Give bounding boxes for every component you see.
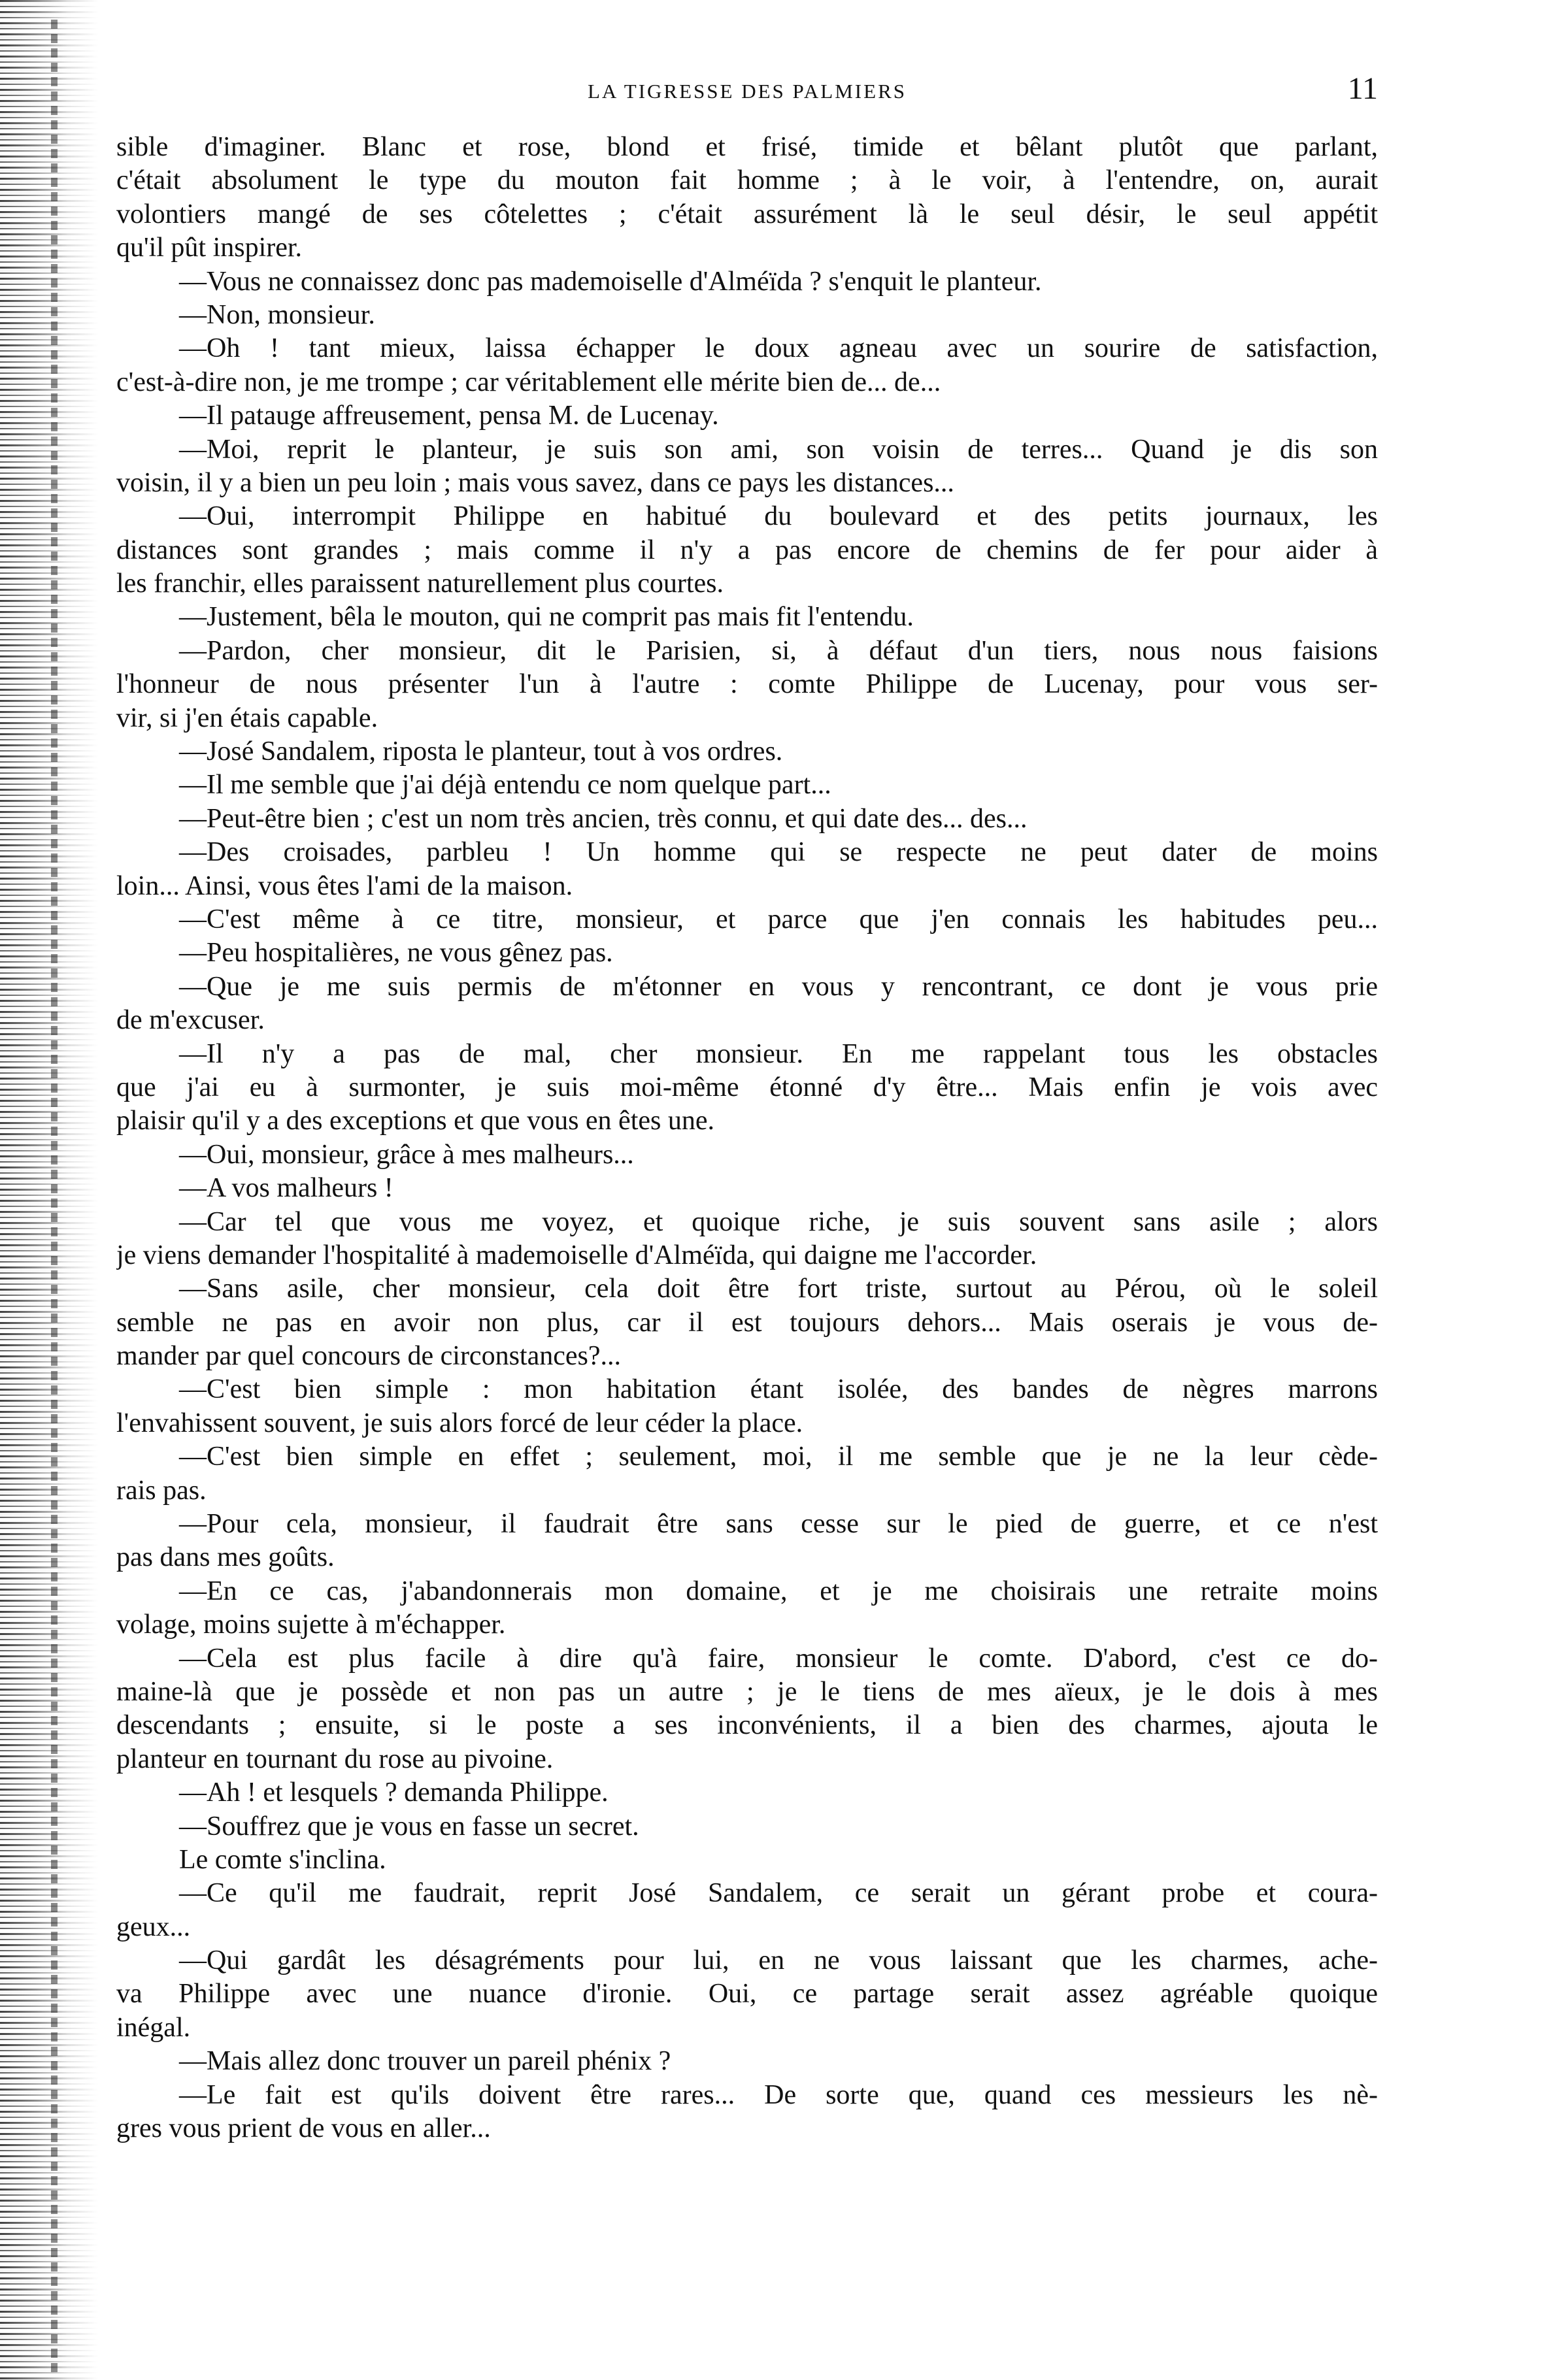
text-line: loin... Ainsi, vous êtes l'ami de la maison. bbox=[116, 870, 573, 901]
text-line: —A vos malheurs ! bbox=[179, 1173, 393, 1204]
text-line: vir, si j'en étais capable. bbox=[116, 702, 378, 733]
text-line: distances sont grandes ; mais comme il n'y a pas encore de chemins de fer pour aider à bbox=[116, 535, 1378, 565]
text-line: descendants ; ensuite, si le poste a ses inconvénients, il a bien des charmes, ajouta le bbox=[116, 1710, 1378, 1741]
text-line: —C'est même à ce titre, monsieur, et parce que j'en connais les habitudes peu... bbox=[179, 904, 1378, 934]
text-line: —Justement, bêla le mouton, qui ne comprit pas mais fit l'entendu. bbox=[179, 602, 914, 633]
text-line: —Ce qu'il me faudrait, reprit José Sandalem, ce serait un gérant probe et coura- bbox=[179, 1878, 1378, 1909]
text-line: —Non, monsieur. bbox=[179, 299, 375, 330]
text-line: c'est-à-dire non, je me trompe ; car véritablement elle mérite bien de... de... bbox=[116, 367, 941, 397]
text-line: pas dans mes goûts. bbox=[116, 1542, 335, 1573]
text-line: —Des croisades, parbleu ! Un homme qui se respecte ne peut dater de moins bbox=[179, 837, 1378, 868]
text-line: volontiers mangé de ses côtelettes ; c'était assurément là le seul désir, le seul appétit bbox=[116, 199, 1378, 229]
text-line: —Sans asile, cher monsieur, cela doit être fort triste, surtout au Pérou, où le soleil bbox=[179, 1274, 1378, 1304]
text-line: —Oui, monsieur, grâce à mes malheurs... bbox=[179, 1139, 634, 1170]
text-line: voisin, il y a bien un peu loin ; mais vous savez, dans ce pays les distances... bbox=[116, 467, 954, 498]
text-line: —Oui, interrompit Philippe en habitué du boulevard et des petits journaux, les bbox=[179, 501, 1378, 532]
text-line: —Souffrez que je vous en fasse un secret. bbox=[179, 1811, 639, 1842]
text-line: planteur en tournant du rose au pivoine. bbox=[116, 1744, 554, 1774]
text-line: plaisir qu'il y a des exceptions et que vous en êtes une. bbox=[116, 1106, 714, 1136]
text-line: —Pardon, cher monsieur, dit le Parisien, si, à défaut d'un tiers, nous nous faisions bbox=[179, 635, 1378, 666]
text-line: —C'est bien simple en effet ; seulement, moi, il me semble que je ne la leur cède- bbox=[179, 1442, 1378, 1472]
text-line: de m'excuser. bbox=[116, 1005, 265, 1036]
text-line: rais pas. bbox=[116, 1475, 207, 1506]
text-line: les franchir, elles paraissent naturellement plus courtes. bbox=[116, 569, 724, 599]
text-line: —Pour cela, monsieur, il faudrait être sans cesse sur le pied de guerre, et ce n'est bbox=[179, 1509, 1378, 1540]
text-line: qu'il pût inspirer. bbox=[116, 233, 303, 263]
text-line: —Peut-être bien ; c'est un nom très ancien, très connu, et qui date des... des... bbox=[179, 803, 1028, 834]
text-line: —Vous ne connaissez donc pas mademoiselle d'Alméïda ? s'enquit le planteur. bbox=[179, 266, 1042, 297]
text-line: —Il n'y a pas de mal, cher monsieur. En me rappelant tous les obstacles bbox=[179, 1038, 1378, 1069]
text-line: —Car tel que vous me voyez, et quoique riche, je suis souvent sans asile ; alors bbox=[179, 1206, 1378, 1237]
text-line: mander par quel concours de circonstances?... bbox=[116, 1341, 621, 1372]
text-line: l'honneur de nous présenter l'un à l'autre : comte Philippe de Lucenay, pour vous ser- bbox=[116, 669, 1378, 700]
scan-gutter-shadow bbox=[0, 0, 98, 2380]
text-line: gres vous prient de vous en aller... bbox=[116, 2113, 491, 2144]
text-line: —Peu hospitalières, ne vous gênez pas. bbox=[179, 938, 613, 968]
text-line: Le comte s'inclina. bbox=[179, 1844, 386, 1875]
scan-binding-edge bbox=[51, 20, 58, 2372]
text-line: semble ne pas en avoir non plus, car il est toujours dehors... Mais oserais je vous de- bbox=[116, 1307, 1378, 1338]
text-line: —José Sandalem, riposta le planteur, tout à vos ordres. bbox=[179, 736, 783, 767]
page-number: 11 bbox=[1347, 71, 1378, 106]
text-line: —Qui gardât les désagréments pour lui, en ne vous laissant que les charmes, ache- bbox=[179, 1945, 1378, 1976]
text-line: —Ah ! et lesquels ? demanda Philippe. bbox=[179, 1777, 609, 1808]
text-line: —C'est bien simple : mon habitation étant isolée, des bandes de nègres marrons bbox=[179, 1374, 1378, 1405]
text-line: —Il me semble que j'ai déjà entendu ce nom quelque part... bbox=[179, 770, 831, 801]
text-line: —Mais allez donc trouver un pareil phénix ? bbox=[179, 2046, 671, 2077]
text-line: —En ce cas, j'abandonnerais mon domaine, et je me choisirais une retraite moins bbox=[179, 1576, 1378, 1606]
text-line: l'envahissent souvent, je suis alors forcé de leur céder la place. bbox=[116, 1408, 803, 1438]
text-line: je viens demander l'hospitalité à mademoiselle d'Alméïda, qui daigne me l'accorder. bbox=[116, 1240, 1037, 1270]
text-line: c'était absolument le type du mouton fait homme ; à le voir, à l'entendre, on, aurait bbox=[116, 165, 1378, 196]
text-line: —Le fait est qu'ils doivent être rares... De sorte que, quand ces messieurs les nè- bbox=[179, 2079, 1378, 2110]
text-line: geux... bbox=[116, 1911, 191, 1942]
text-line: maine-là que je possède et non pas un autre ; je le tiens de mes aïeux, je le dois à mes bbox=[116, 1676, 1378, 1707]
page-header bbox=[116, 71, 1378, 116]
text-line: —Que je me suis permis de m'étonner en vous y rencontrant, ce dont je vous prie bbox=[179, 971, 1378, 1002]
running-head: LA TIGRESSE DES PALMIERS bbox=[587, 80, 907, 103]
text-line: —Oh ! tant mieux, laissa échapper le doux agneau avec un sourire de satisfaction, bbox=[179, 333, 1378, 364]
text-line: va Philippe avec une nuance d'ironie. Oui, ce partage serait assez agréable quoique bbox=[116, 1979, 1378, 2009]
text-line: que j'ai eu à surmonter, je suis moi-même étonné d'y être... Mais enfin je vois avec bbox=[116, 1072, 1378, 1102]
text-line: —Moi, reprit le planteur, je suis son ami, son voisin de terres... Quand je dis son bbox=[179, 434, 1378, 465]
text-line: —Il patauge affreusement, pensa M. de Lucenay. bbox=[179, 401, 719, 431]
text-line: sible d'imaginer. Blanc et rose, blond et frisé, timide et bêlant plutôt que parlant, bbox=[116, 132, 1378, 162]
text-line: —Cela est plus facile à dire qu'à faire, monsieur le comte. D'abord, c'est ce do- bbox=[179, 1643, 1378, 1674]
text-line: volage, moins sujette à m'échapper. bbox=[116, 1610, 506, 1640]
body-text bbox=[116, 131, 1378, 2145]
text-line: inégal. bbox=[116, 2012, 191, 2043]
